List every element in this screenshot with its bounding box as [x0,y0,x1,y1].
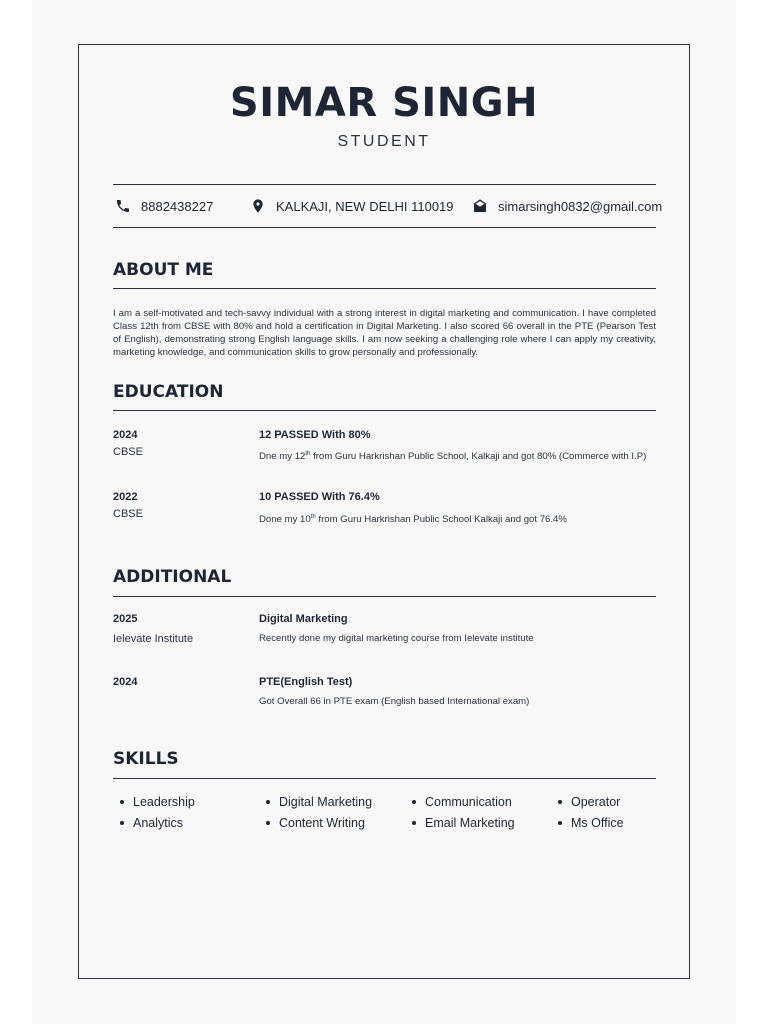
education-description: Dne my 12th from Guru Harkrishan Public School, Kalkaji and got 80% (Commerce with I.P) [259,451,647,463]
phone-icon [115,198,131,214]
divider [113,410,656,411]
education-year: 2022 [113,491,138,503]
about-text: I am a self-motivated and tech-savvy individual with a strong interest in digital marketing and communication. I have completed Class 12th from CBSE with 80% and hold a certification in Digital Marketing. I also scored 66 overall in the PTE (Pearson Test of English), demonstrating strong English language skills. I am now seeking a challenging role where I can apply my creativity, marketing knowledge, and communication skills to grow personally and professionally. [113,308,656,358]
additional-institution: Ielevate Institute [113,633,194,645]
divider [113,227,656,228]
phone-number: 8882438227 [141,198,214,214]
contact-location [250,196,454,216]
additional-title: PTE(English Test) [259,676,353,688]
contact-email [472,196,662,216]
additional-title: Digital Marketing [259,613,348,625]
skill-item: Communication [412,795,512,809]
additional-description: Recently done my digital marketing course from Ielevate institute [259,633,534,644]
skill-item: Content Writing [266,816,365,830]
skills-heading: SKILLS [113,749,179,769]
skill-item: Email Marketing [412,816,515,830]
additional-heading: ADDITIONAL [113,567,232,587]
education-title: 12 PASSED With 80% [259,429,371,441]
skill-item: Analytics [120,816,183,830]
education-year: 2024 [113,429,138,441]
divider [113,778,656,779]
divider [113,288,656,289]
divider [113,596,656,597]
candidate-role: STUDENT [337,133,431,150]
about-heading: ABOUT ME [113,260,214,280]
location-text: KALKAJI, NEW DELHI 110019 [276,198,454,214]
skill-item: Leadership [120,795,195,809]
education-board: CBSE [113,446,143,458]
education-description: Done my 10th from Guru Harkrishan Public School Kalkaji and got 76.4% [259,514,567,526]
envelope-icon [472,198,488,214]
skill-item: Ms Office [558,816,624,830]
candidate-name: SIMAR SINGH [229,80,539,126]
skill-item: Operator [558,795,620,809]
skill-item: Digital Marketing [266,795,372,809]
location-pin-icon [250,197,266,215]
additional-year: 2024 [113,676,138,688]
education-title: 10 PASSED With 76.4% [259,491,380,503]
additional-year: 2025 [113,613,138,625]
additional-description: Got Overall 66 in PTE exam (English based International exam) [259,696,530,707]
contact-phone [115,196,213,216]
education-heading: EDUCATION [113,382,224,402]
education-board: CBSE [113,508,143,520]
divider [113,184,656,185]
email-address: simarsingh0832@gmail.com [498,198,663,214]
